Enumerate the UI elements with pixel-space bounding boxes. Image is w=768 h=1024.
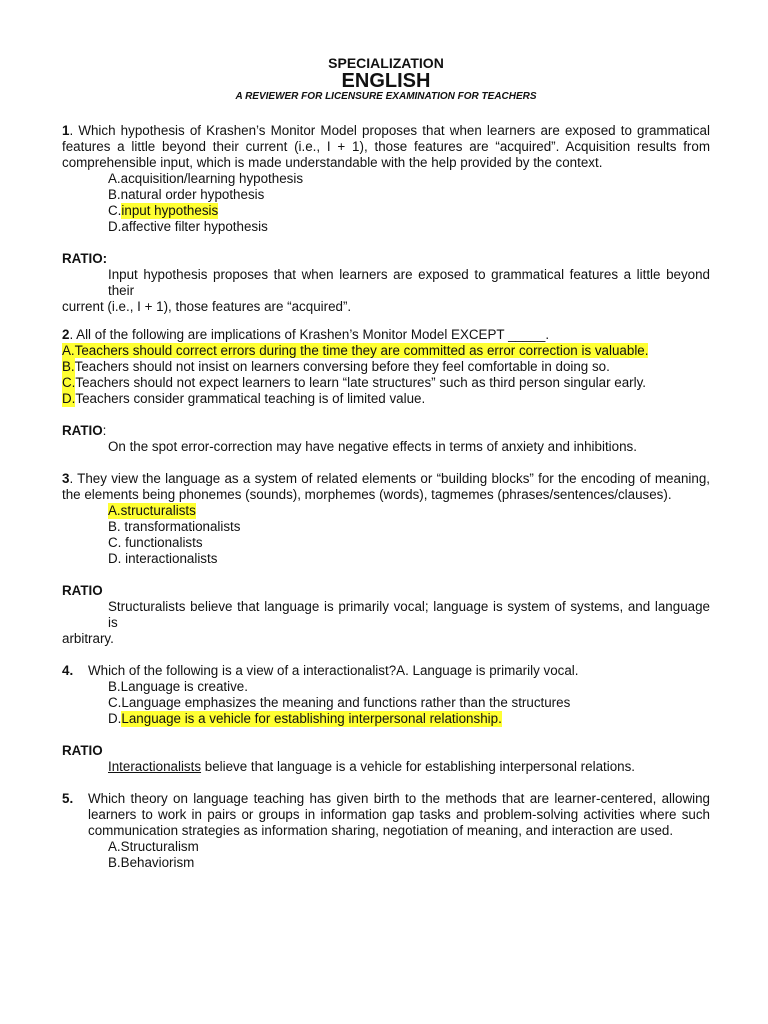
question-5 bbox=[62, 791, 710, 839]
option-b: B. Language is creative. bbox=[108, 679, 248, 694]
ratio-1-heading: RATIO: bbox=[62, 251, 108, 266]
option-b: B. Behaviorism bbox=[108, 855, 195, 870]
ratio-4-text: Interactionalists believe that language is a vehicle for establishing interpersonal relations. bbox=[108, 759, 636, 774]
question-1 bbox=[62, 123, 710, 171]
question-1-text: . Which hypothesis of Krashen’s Monitor Model proposes that when learners are exposed to grammatical features a little beyond their current (i.e., I + 1), those features are “acquired”. Acquisition results from comprehensible input, which is made understandable with the help provided by the context. bbox=[62, 123, 710, 170]
question-1-number: 1 bbox=[62, 123, 70, 138]
question-4 bbox=[62, 663, 710, 679]
question-5-options bbox=[62, 839, 710, 871]
question-4-text: Which of the following is a view of a interactionalist?A. Language is primarily vocal. bbox=[88, 663, 579, 678]
question-4-options bbox=[62, 679, 710, 727]
question-1-options bbox=[62, 171, 710, 235]
option-d: D. affective filter hypothesis bbox=[108, 219, 268, 234]
option-d-answer: D. Teachers consider grammatical teaching is of limited value. bbox=[62, 391, 426, 406]
ratio-3-tail: arbitrary. bbox=[62, 631, 114, 646]
header-subject: ENGLISH bbox=[341, 70, 431, 92]
option-c: C. Language emphasizes the meaning and functions rather than the structures bbox=[108, 695, 571, 710]
question-5-text: Which theory on language teaching has given birth to the methods that are learner-centered, allowing learners to work in pairs or groups in information gap tasks and problem-solving activities where such communication strategies as information sharing, negotiation of meaning, and interaction are used. bbox=[88, 791, 710, 838]
option-a-answer: A. Teachers should correct errors during the time they are committed as error correction is valuable. bbox=[62, 343, 649, 358]
option-d-answer: D. Language is a vehicle for establishing interpersonal relationship. bbox=[108, 711, 502, 726]
ratio-4-heading: RATIO bbox=[62, 743, 103, 758]
option-c-answer: C. Teachers should not expect learners to learn “late structures” such as third person singular early. bbox=[62, 375, 647, 390]
option-c: C. functionalists bbox=[108, 535, 203, 550]
question-2-options bbox=[62, 343, 710, 407]
option-a: A. acquisition/learning hypothesis bbox=[108, 171, 304, 186]
header-subtitle: A REVIEWER FOR LICENSURE EXAMINATION FOR TEACHERS bbox=[235, 91, 537, 102]
question-3-text: . They view the language as a system of related elements or “building blocks” for the encoding of meaning, the elements being phonemes (sounds), morphemes (words), tagmemes (phrases/sentences/clauses). bbox=[62, 471, 710, 502]
question-3-number: 3 bbox=[62, 471, 70, 486]
question-3 bbox=[62, 471, 710, 503]
ratio-1-tail: current (i.e., I + 1), those features are “acquired”. bbox=[62, 299, 352, 314]
question-2-text: . All of the following are implications of Krashen’s Monitor Model EXCEPT _____. bbox=[69, 327, 550, 342]
ratio-1-text: Input hypothesis proposes that when learners are exposed to grammatical features a little beyond their bbox=[108, 267, 710, 298]
option-b: B. transformationalists bbox=[108, 519, 241, 534]
question-5-number: 5. bbox=[62, 791, 74, 806]
ratio-3-text: Structuralists believe that language is primarily vocal; language is system of systems, and language is bbox=[108, 599, 710, 630]
ratio-2-text: On the spot error-correction may have negative effects in terms of anxiety and inhibitions. bbox=[108, 439, 637, 454]
question-2-number: 2 bbox=[62, 327, 70, 342]
question-4-number: 4. bbox=[62, 663, 74, 678]
option-a: A. Structuralism bbox=[108, 839, 199, 854]
option-d: D. interactionalists bbox=[108, 551, 218, 566]
option-c-answer: C. input hypothesis bbox=[108, 203, 219, 218]
option-a-answer: A.structuralists bbox=[108, 503, 196, 518]
ratio-3-heading: RATIO bbox=[62, 583, 103, 598]
option-b-answer: B. Teachers should not insist on learners conversing before they feel comfortable in doing so. bbox=[62, 359, 610, 374]
question-3-options bbox=[62, 503, 710, 567]
option-b: B. natural order hypothesis bbox=[108, 187, 265, 202]
header-specialization: SPECIALIZATION bbox=[328, 55, 444, 71]
question-2 bbox=[62, 327, 710, 343]
ratio-2-heading: RATIO: bbox=[62, 423, 107, 438]
